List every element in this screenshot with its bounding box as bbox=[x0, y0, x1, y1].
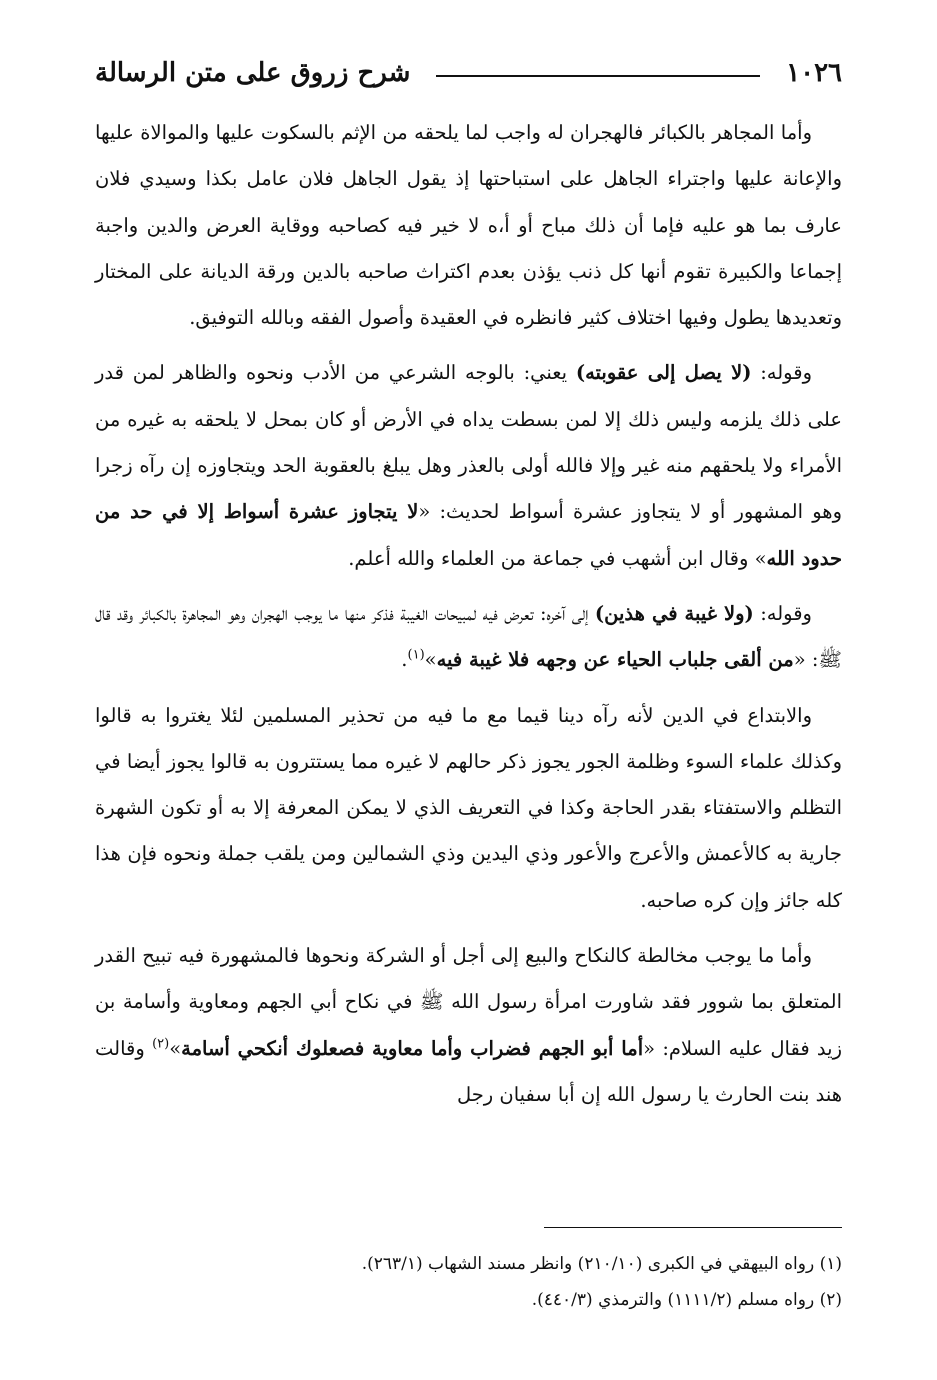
text-segment: » bbox=[424, 648, 437, 672]
paragraph bbox=[95, 693, 842, 924]
footnotes bbox=[95, 1246, 842, 1318]
header-rule bbox=[436, 75, 760, 77]
text-segment: » bbox=[169, 1036, 182, 1060]
paragraph bbox=[95, 350, 842, 581]
footnote-1: (١) رواه البيهقي في الكبرى (٢١٠/١٠) وانظر مسند الشهاب (٢٦٣/١). bbox=[361, 1254, 842, 1274]
text-segment: وأما ما يوجب مخالطة كالنكاح والبيع إلى أجل أو الشركة ونحوها فالمشهورة فيه تبيح القدر المتعلق بما شوور فقد شاورت امرأة رسول الله ﷺ في نكاح أبي الجهم ومعاوية وأسامة بن زيد فقال عليه السلام: « bbox=[95, 944, 843, 1060]
bold-quote: (ولا غيبة في هذين) bbox=[594, 601, 754, 625]
running-title: شرح زروق على متن الرسالة bbox=[95, 58, 411, 88]
body-text bbox=[95, 110, 842, 1127]
page-number: ١٠٢٦ bbox=[786, 58, 842, 88]
bold-quote: من ألقى جلباب الحياء عن وجهه فلا غيبة فيه bbox=[436, 648, 794, 672]
footnote-ref: (١) bbox=[407, 647, 425, 663]
bold-quote: أما أبو الجهم فضراب وأما معاوية فصعلوك أنكحي أسامة bbox=[181, 1036, 644, 1060]
paragraph bbox=[95, 933, 842, 1118]
text-segment: وقالت هند بنت الحارث يا رسول الله إن أبا سفيان رجل bbox=[95, 1036, 842, 1106]
bold-quote: (لا يصل إلى عقوبته) bbox=[575, 361, 752, 385]
footnote-rule bbox=[544, 1227, 842, 1228]
text-segment: يعني: بالوجه الشرعي من الأدب ونحوه والظاهر لمن قدر على ذلك يلزمه وليس ذلك إلا لمن بسطت يداه في الأرض أو كان بمحل لا يلحقه به غيره من الأمراء ولا يلحقهم منه غير وإلا فالله أولى بالعذر وهل يبلغ بالعقوبة الحد ويتجاوزه إن رآه زجرا وهو المشهور أو لا يتجاوز عشرة أسواط لحديث: « bbox=[95, 361, 842, 524]
text-segment: والابتداع في الدين لأنه رآه دينا قيما مع ما فيه من تحذير المسلمين لئلا يغتروا به قالوا وكذلك علماء السوء وظلمة الجور يجوز ذكر حالهم لا غيره مما يستترون به قالوا يجوز أيضا في التظلم والاستفتاء بقدر الحاجة وكذا في التعريف الذي لا يمكن المعرفة إلا به أو تكون الشهرة جارية به كالأعمش والأعرج والأعور وذي اليدين وذي الشمالين ومن يلقب جملة ونحوه فإن هذا كله جائز وإن كره صاحبه. bbox=[95, 703, 842, 912]
paragraph bbox=[95, 110, 842, 341]
text-segment: » وقال ابن أشهب في جماعة من العلماء والله أعلم. bbox=[348, 546, 767, 570]
text-segment: إلى آخره: تعرض فيه لمبيحات الغيبة فذكر منها ما يوجب الهجران وهو المجاهرة بالكبائر وقد قال ﷺ: « bbox=[95, 601, 842, 672]
bold-quote: لا يتجاوز عشرة أسواط إلا في حد من حدود الله bbox=[95, 500, 842, 570]
footnote-2: (٢) رواه مسلم (١١١١/٢) والترمذي (٤٤٠/٣). bbox=[531, 1290, 842, 1310]
text-segment: وأما المجاهر بالكبائر فالهجران له واجب لما يلحقه من الإثم بالسكوت عليها والموالاة عليها والإعانة عليها واجتراء الجاهل على استباحتها إذ يقول الجاهل فلان عامل بكذا وسيدي فلان عارف بما هو عليه فإما أن ذلك مباح أو أ،ه لا خير فيه كصاحبه ووقاية العرض والدين واجبة إجماعا والكبيرة تقوم أنها كل ذنب يؤذن بعدم اكتراث صاحبه بالدين ورقة الديانة على المختار وتعديدها يطول وفيها اختلاف كثير فانظره في العقيدة وأصول الفقه وبالله التوفيق. bbox=[95, 121, 842, 330]
paragraph bbox=[95, 591, 842, 684]
text-segment: وقوله: bbox=[751, 361, 812, 385]
footnote-ref: (٢) bbox=[152, 1036, 170, 1052]
text-segment: وقوله: bbox=[753, 601, 812, 625]
page-header bbox=[95, 50, 842, 96]
text-segment: . bbox=[401, 648, 408, 672]
